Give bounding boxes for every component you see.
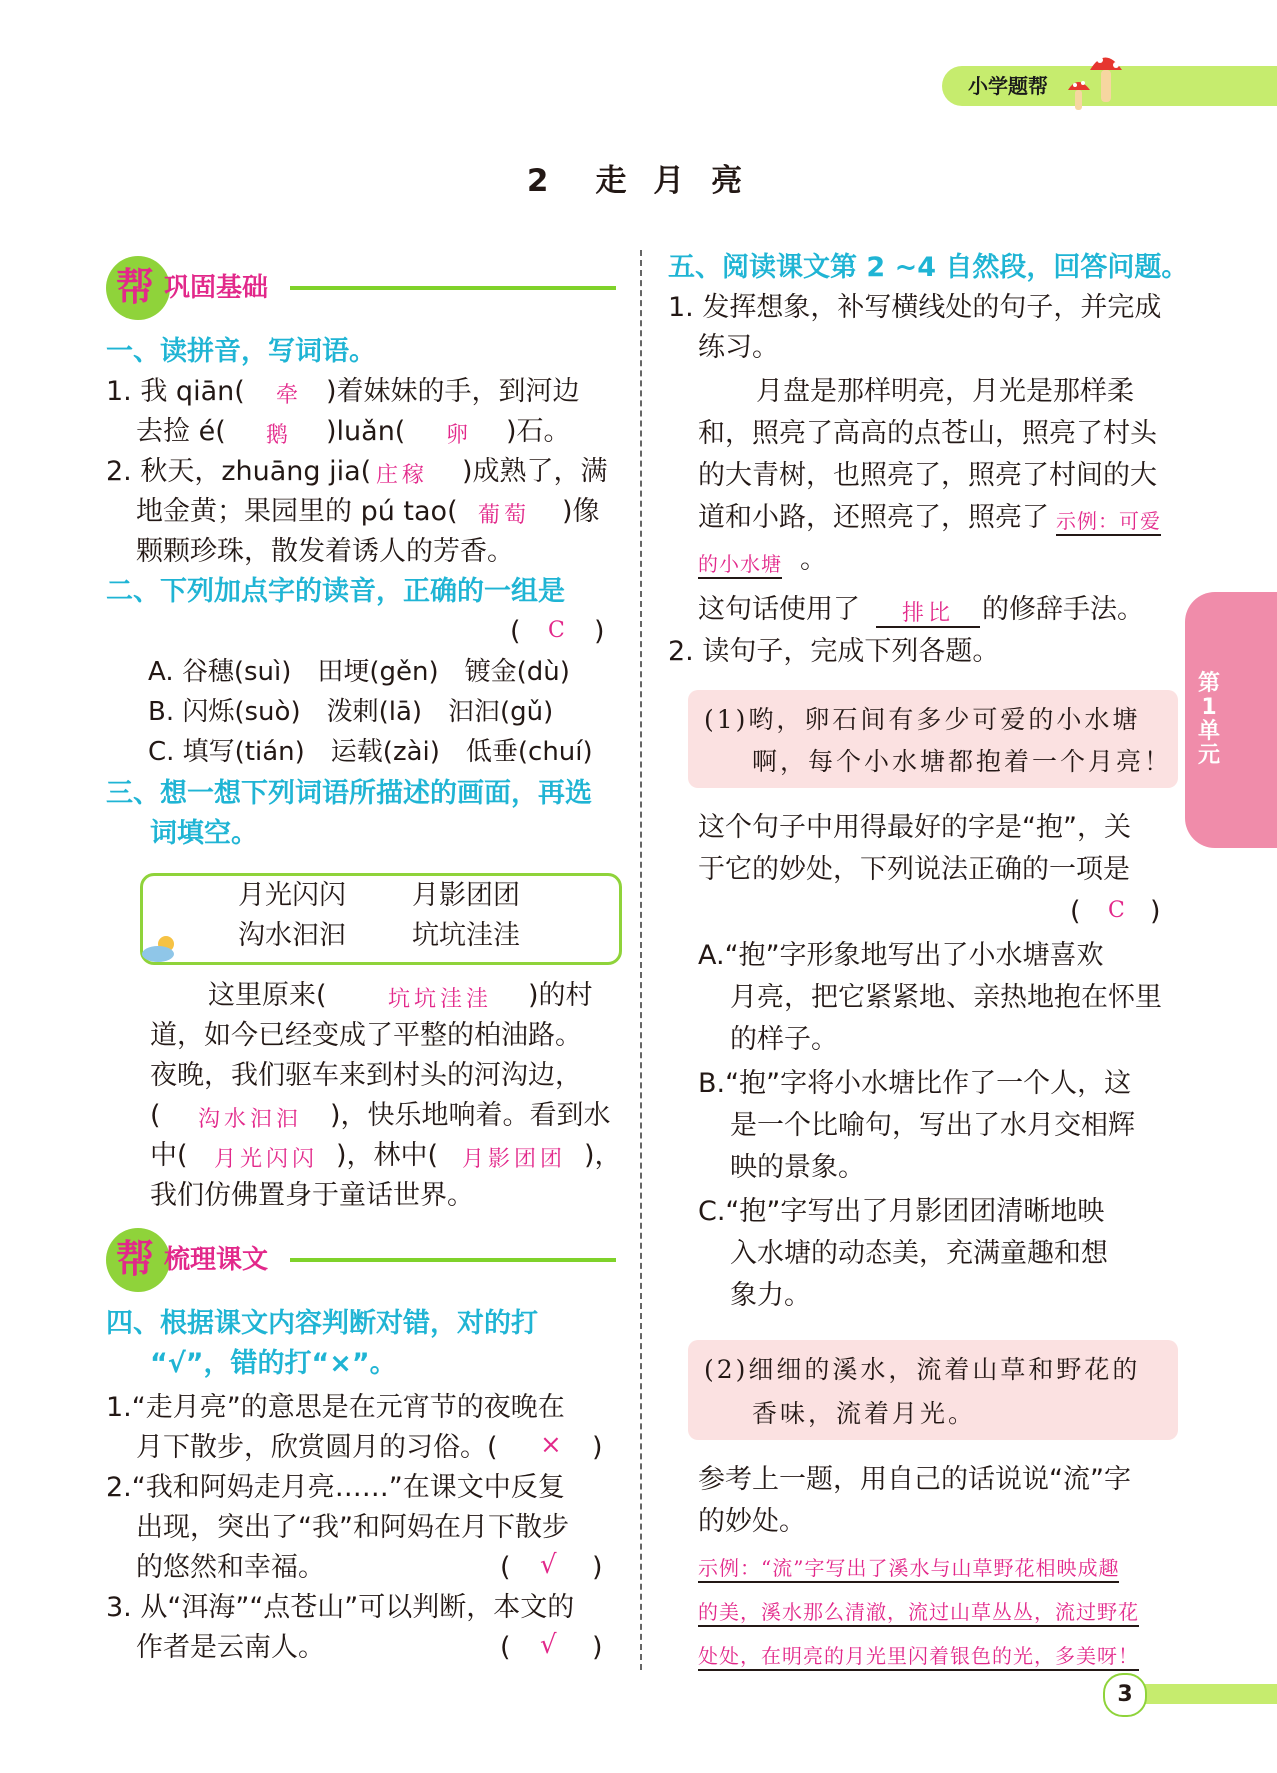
r-passage-line4: 道和小路，还照亮了，照亮了 [698, 502, 1049, 533]
word-bank-box [140, 873, 622, 965]
s1-line3-end: )成熟了，满 [462, 456, 608, 487]
r-answer-line3: 处处，在明亮的月光里闪着银色的光，多美呀！ [698, 1640, 1139, 1671]
badge2-char: 帮 [116, 1237, 155, 1281]
mushroom-icon [1060, 40, 1140, 115]
word-bank-item: 坑坑洼洼 [412, 920, 520, 951]
s1-answer4: 庄稼 [376, 463, 429, 488]
s4-q3-paren-close: ) [592, 1632, 603, 1663]
s4-q2-line1: 2.“我和阿妈走月亮……”在课文中反复 [106, 1472, 565, 1503]
r-fill-answer-1: 示例：可爱 [1056, 505, 1161, 536]
brand-label: 小学题帮 [968, 74, 1048, 98]
s4-answer3: √ [540, 1630, 561, 1660]
s4-q3-paren-open: ( [500, 1632, 511, 1663]
r-passage-line1: 月盘是那样明亮，月光是那样柔 [756, 376, 1134, 407]
r-q2b-line1: 参考上一题，用自己的话说说“流”字 [698, 1464, 1131, 1495]
word-bank-item: 沟水汩汩 [238, 920, 346, 951]
s1-answer2: 鹅 [266, 423, 293, 448]
s4-q1-line2: 月下散步，欣赏圆月的习俗。( [136, 1432, 498, 1463]
r-option-c-line2: 入水塘的动态美，充满童趣和想 [730, 1238, 1108, 1269]
r-answer-line2: 的美，溪水那么清澈，流过山草丛丛，流过野花 [698, 1596, 1139, 1627]
s3-para-line2: 道，如今已经变成了平整的柏油路。 [150, 1020, 582, 1051]
r-rhetoric-answer: 排比 [902, 601, 955, 626]
section2-heading: 二、下列加点字的读音，正确的一组是 [106, 576, 565, 607]
r-q2a-paren-close: ) [1150, 896, 1161, 927]
s2-paren-close: ) [594, 616, 605, 647]
s1-line3-start: 2. 秋天，zhuāng jia( [106, 456, 372, 487]
s4-answer1: × [540, 1430, 566, 1460]
r-option-c-line3: 象力。 [730, 1280, 811, 1311]
s3-para-line6: 我们仿佛置身于童话世界。 [150, 1180, 474, 1211]
quote2-line1: (2)细细的溪水，流着山草和野花的 [704, 1355, 1141, 1384]
r-option-b-line3: 映的景象。 [730, 1152, 865, 1183]
s1-line1-end: )着妹妹的手，到河边 [326, 376, 580, 407]
r-passage-line5-end: 。 [800, 544, 827, 575]
s1-line5: 颗颗珍珠，散发着诱人的芳香。 [136, 536, 514, 567]
footer-bar [1135, 1684, 1277, 1704]
s1-line2-mid: )luǎn( [326, 416, 406, 447]
s3-para-line1-start: 这里原来( [208, 980, 327, 1011]
r-q2a-line2: 于它的妙处，下列说法正确的一项是 [698, 854, 1130, 885]
section3-heading-line1: 三、想一想下列词语所描述的画面，再选 [106, 778, 592, 809]
s3-answer3: 月光闪闪 [214, 1147, 319, 1172]
r-q1-line2: 练习。 [698, 332, 779, 363]
s4-q1-line1: 1.“走月亮”的意思是在元宵节的夜晚在 [106, 1392, 565, 1423]
page-title: 2 走 月 亮 [526, 163, 751, 199]
s2-option-a: A. 谷穗(suì) 田埂(gěn) 镀金(dù) [148, 657, 570, 687]
r-q2a-line1: 这个句子中用得最好的字是“抱”，关 [698, 812, 1131, 843]
r-answer-line1: 示例：“流”字写出了溪水与山草野花相映成趣 [698, 1552, 1119, 1583]
quote1-line2: 啊，每个小水塘都抱着一个月亮！ [752, 747, 1173, 776]
r-passage-line2: 和，照亮了高高的点苍山，照亮了村头 [698, 418, 1157, 449]
s2-option-c: C. 填写(tián) 运载(zài) 低垂(chuí) [148, 737, 593, 767]
r-passage-line3: 的大青树，也照亮了，照亮了村间的大 [698, 460, 1157, 491]
s3-answer2: 沟水汩汩 [198, 1107, 303, 1132]
s3-answer1: 坑坑洼洼 [388, 987, 493, 1012]
r-option-b-line2: 是一个比喻句，写出了水月交相辉 [730, 1110, 1135, 1141]
quote1-line1: (1)哟，卵石间有多少可爱的小水塘 [704, 705, 1141, 734]
s3-para-line4-start: ( [150, 1100, 161, 1131]
r-q2a-paren-open: ( [1070, 896, 1081, 927]
s3-para-line5-mid: )，林中( [336, 1140, 439, 1171]
s4-q3-line2: 作者是云南人。 [136, 1632, 325, 1663]
s1-answer5: 葡萄 [478, 503, 531, 528]
page-number: 3 [1103, 1673, 1147, 1717]
badge2-line [290, 1258, 616, 1262]
r-q2b-line2: 的妙处。 [698, 1506, 806, 1537]
r-q2: 2. 读句子，完成下列各题。 [668, 636, 1000, 667]
r-option-a-line2: 月亮，把它紧紧地、亲热地抱在怀里 [730, 982, 1162, 1013]
column-divider [640, 250, 642, 1670]
s1-answer1: 牵 [276, 383, 303, 408]
s4-q3-line1: 3. 从“洱海”“点苍山”可以判断，本文的 [106, 1592, 575, 1623]
unit-label: 第1单元 [1197, 671, 1220, 768]
s3-para-line3: 夜晚，我们驱车来到村头的河沟边， [150, 1060, 582, 1091]
s3-para-line4-end: )，快乐地响着。看到水 [330, 1100, 611, 1131]
r-q1-line1: 1. 发挥想象，补写横线处的句子，并完成 [668, 292, 1162, 323]
s3-para-line5-end: )， [584, 1140, 622, 1171]
quote2-line2: 香味，流着月光。 [752, 1399, 977, 1428]
r-option-a-line1: A.“抱”字形象地写出了小水塘喜欢 [698, 940, 1104, 971]
section1-heading: 一、读拼音，写词语。 [106, 336, 376, 367]
sun-cloud-icon [140, 932, 180, 964]
r-q2a-answer: C [1108, 898, 1129, 923]
s1-line4-start: 地金黄；果园里的 pú tao( [136, 496, 458, 527]
s2-option-b: B. 闪烁(suò) 泼剌(lā) 汩汩(gǔ) [148, 697, 554, 727]
section4-heading-line1: 四、根据课文内容判断对错，对的打 [106, 1308, 538, 1339]
r-rhetoric-start: 这句话使用了 [698, 594, 860, 625]
s3-answer4: 月影团团 [462, 1147, 567, 1172]
s3-para-line1-end: )的村 [528, 980, 593, 1011]
s4-q2-line2: 出现，突出了“我”和阿妈在月下散步 [136, 1512, 569, 1543]
section5-heading: 五、阅读课文第 2 ~4 自然段，回答问题。 [668, 252, 1189, 283]
r-option-b-line1: B.“抱”字将小水塘比作了一个人，这 [698, 1068, 1132, 1099]
badge1-char: 帮 [116, 265, 155, 309]
r-rhetoric-end: 的修辞手法。 [982, 594, 1144, 625]
badge1-label: 巩固基础 [164, 273, 269, 303]
s4-q1-paren-close: ) [592, 1432, 603, 1463]
badge2-label: 梳理课文 [164, 1245, 269, 1275]
word-bank-item: 月影团团 [412, 880, 520, 911]
s3-para-line5-start: 中( [150, 1140, 188, 1171]
r-fill-answer-2: 的小水塘 [698, 548, 782, 579]
s1-line2-end: )石。 [506, 416, 571, 447]
s1-line2-start: 去捡 é( [136, 416, 226, 447]
s1-line4-end: )像 [562, 496, 600, 527]
r-option-a-line3: 的样子。 [730, 1024, 838, 1055]
section3-heading-line2: 词填空。 [150, 818, 258, 849]
s4-q2-paren-open: ( [500, 1552, 511, 1583]
s2-paren-open: ( [510, 616, 521, 647]
s4-answer2: √ [540, 1550, 561, 1580]
s1-answer3: 卵 [446, 423, 473, 448]
s4-q2-paren-close: ) [592, 1552, 603, 1583]
badge1-line [290, 286, 616, 290]
section4-heading-line2: “√”，错的打“×”。 [150, 1348, 397, 1379]
r-option-c-line1: C.“抱”字写出了月影团团清晰地映 [698, 1196, 1105, 1227]
s4-q2-line3: 的悠然和幸福。 [136, 1552, 325, 1583]
word-bank-item: 月光闪闪 [238, 880, 346, 911]
s2-answer: C [548, 618, 569, 643]
s1-line1-start: 1. 我 qiān( [106, 376, 245, 407]
